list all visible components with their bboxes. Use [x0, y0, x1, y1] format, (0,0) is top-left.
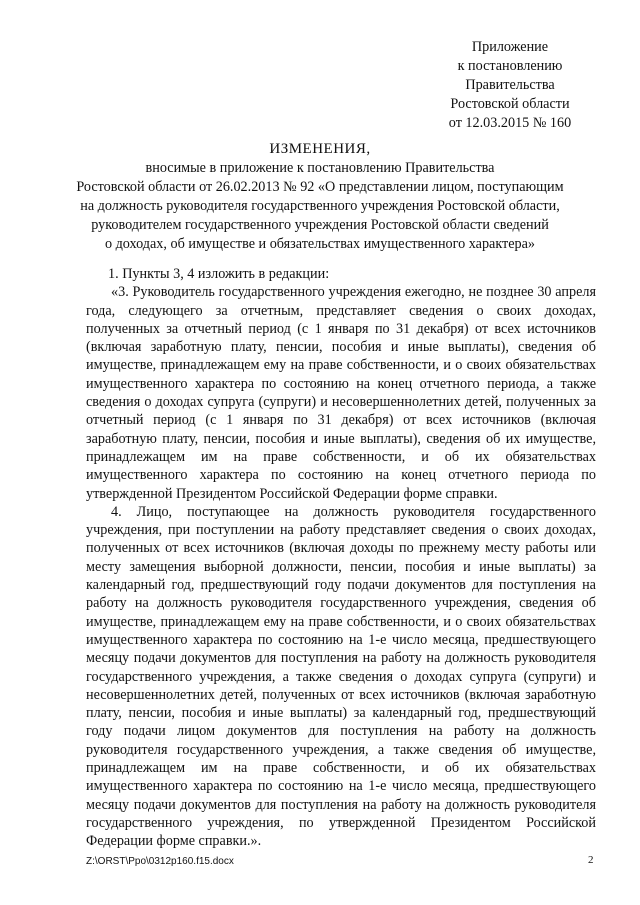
- title-line-5: о доходах, об имуществе и обязательствах имущественного характера»: [104, 236, 536, 252]
- annex-line-date-number: от 12.03.2015 № 160: [448, 115, 572, 131]
- annex-line-to-resolution: к постановлению: [457, 58, 563, 74]
- footer-page-number: 2: [588, 854, 594, 866]
- title-line-1: вносимые в приложение к постановлению Правительства: [145, 160, 495, 176]
- annex-line-region: Ростовской области: [450, 96, 570, 112]
- annex-line-appendix: Приложение: [471, 39, 549, 55]
- title-line-3: на должность руководителя государственного учреждения Ростовской области,: [80, 198, 560, 214]
- document-body: [86, 265, 596, 851]
- paragraph-4: 4. Лицо, поступающее на должность руководителя государственного учреждения, при поступлении на работу представляет сведения о своих доходах, полученных от всех источников (включая доходы по прежнему месту работы или месту замещения выборной должности, пенсии, пособия и иные выплаты) за календарный год, предшествующий году подачи документов для поступления на работу на должность руководителя государственного учреждения, сведения об имуществе, принадлежащем ему на праве собственности, и о своих обязательствах имущественного характера по состоянию на 1-е число месяца, предшествующего месяцу подачи документов для поступления на работу на должность руководителя государственного учреждения, а также сведения о доходах супруга (супруги) и несовершеннолетних детей, полученных от всех источников (включая заработную плату, пенсии, пособия и иные выплаты) за календарный год, предшествующий году подачи лицом документов для поступления на работу на должность руководителя государственного учреждения, а также сведения об имуществе, принадлежащем им на праве собственности, и об их обязательствах имущественного характера по состоянию на 1-е число месяца, предшествующего месяцу подачи документов для поступления на работу на должность руководителя государственного учреждения, по утвержденной Президентом Российской Федерации форме справки.».: [86, 503, 596, 850]
- annex-line-government: Правительства: [465, 77, 555, 93]
- title-line-4: руководителем государственного учреждения Ростовской области сведений: [91, 217, 549, 233]
- footer-file-path: Z:\ORST\Ppo\0312p160.f15.docx: [86, 856, 234, 867]
- paragraph-3: «3. Руководитель государственного учреждения ежегодно, не позднее 30 апреля года, следующего за отчетным, представляет сведения о своих доходах, полученных за отчетный период (с 1 января по 31 декабря) от всех источников (включая заработную плату, пенсии, пособия и иные выплаты), сведения об имуществе, принадлежащем ему на праве собственности, и о своих обязательствах имущественного характера по состоянию на конец отчетного периода, а также сведения о доходах супруга (супруги) и несовершеннолетних детей, полученных за отчетный период (с 1 января по 31 декабря) от всех источников (включая заработную плату, пенсии, пособия и иные выплаты), сведения об их имуществе, принадлежащем им на праве собственности, и об их обязательствах имущественного характера по состоянию на конец отчетного периода по утвержденной Президентом Российской Федерации форме справки.: [86, 284, 596, 502]
- title-line-2: Ростовской области от 26.02.2013 № 92 «О представлении лицом, поступающим: [76, 179, 564, 195]
- item-1-intro: 1. Пункты 3, 4 изложить в редакции:: [108, 266, 330, 282]
- title-changes: ИЗМЕНЕНИЯ,: [269, 141, 371, 157]
- annex-header: [400, 38, 620, 133]
- document-title: [50, 140, 590, 254]
